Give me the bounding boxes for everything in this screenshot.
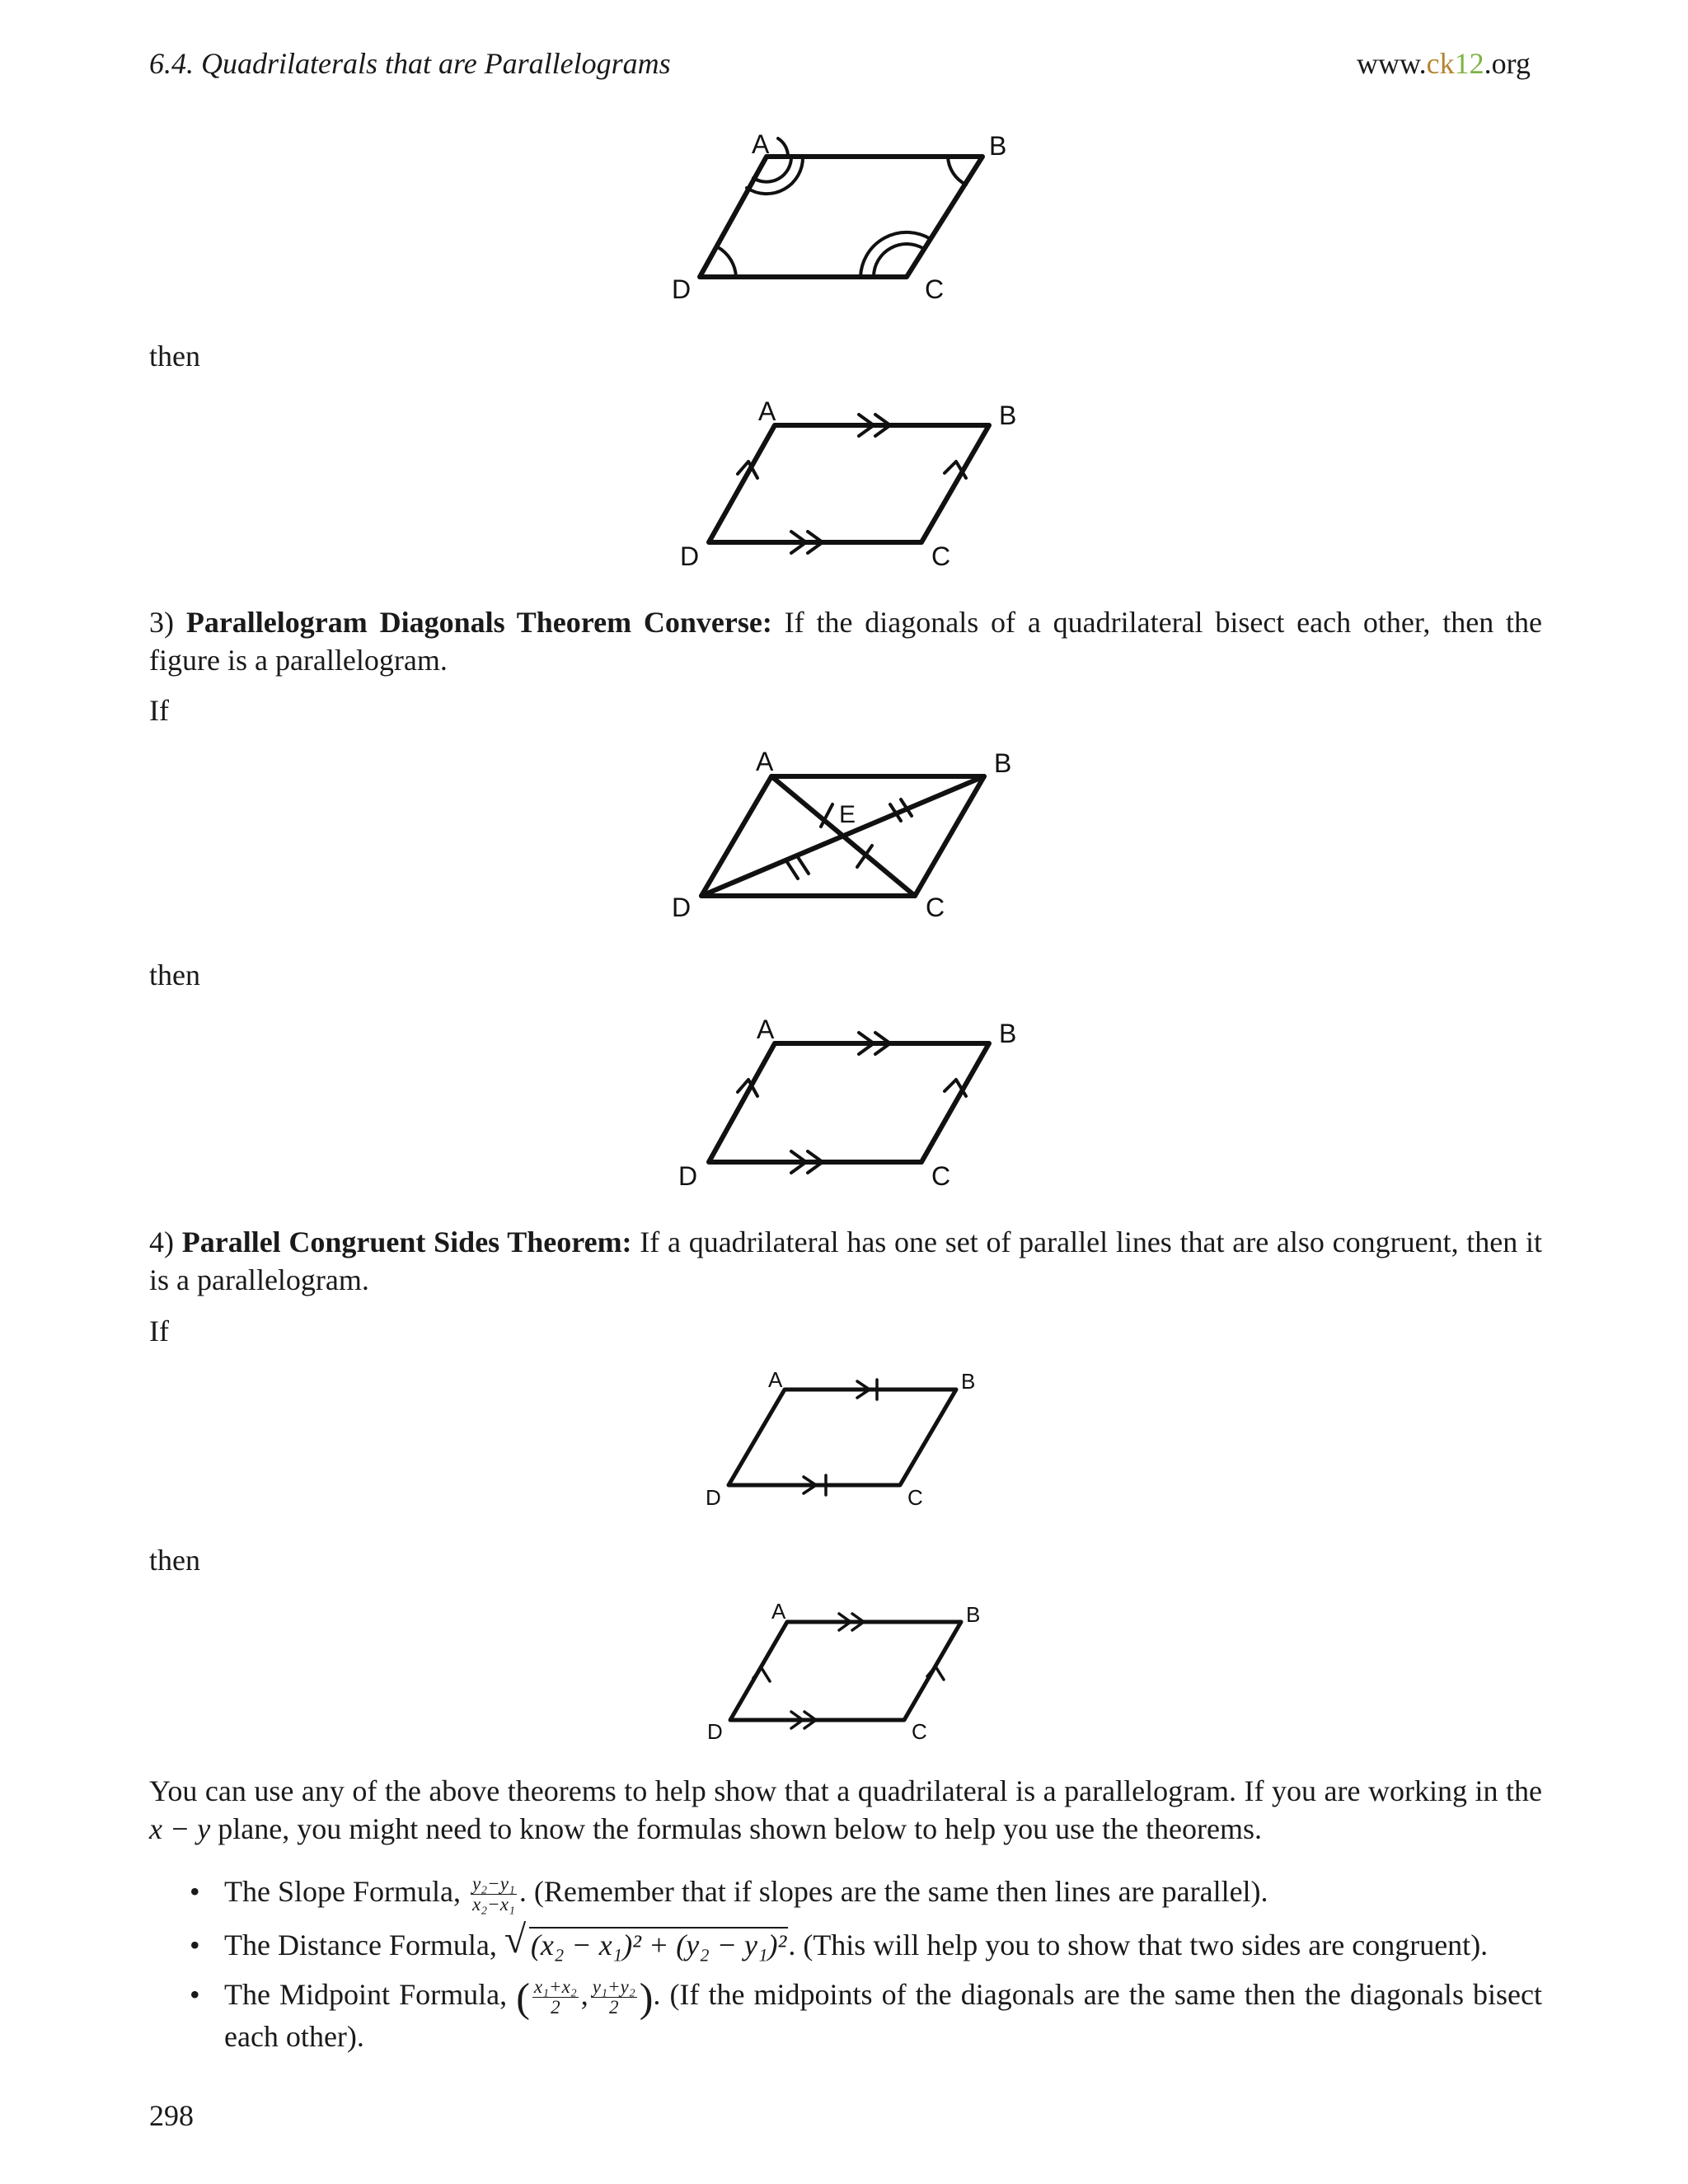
- intro-text-b: plane, you might need to know the formulas shown below to help you use the theorems.: [210, 1812, 1263, 1845]
- word-if-4: If: [149, 1315, 169, 1347]
- midpoint-x-numerator: x₁+x₂: [533, 1976, 577, 1998]
- vertex-label-d: D: [672, 274, 692, 304]
- list-item-distance-formula: [190, 1918, 1542, 1964]
- theorem-3-paragraph: [149, 603, 1542, 679]
- slope-fraction: [471, 1874, 517, 1915]
- slope-formula-note: . (Remember that if slopes are the same then lines are parallel).: [518, 1875, 1268, 1908]
- midpoint-x-fraction: [532, 1977, 579, 2018]
- word-then-1: then: [149, 340, 200, 373]
- theorem-4-number: 4): [149, 1226, 174, 1258]
- midpoint-y-fraction: [591, 1977, 637, 2018]
- formula-list: [190, 1872, 1542, 2067]
- midpoint-formula-label: The Midpoint Formula,: [224, 1978, 517, 2012]
- distance-formula-label: The Distance Formula,: [224, 1929, 504, 1962]
- intro-math-xy: x − y: [149, 1812, 211, 1845]
- slope-numerator: y₂−y₁: [471, 1873, 515, 1895]
- figure-parallel-sides-3: [0, 1595, 1688, 1760]
- vertex-label-c: C: [912, 1719, 927, 1744]
- open-paren-icon: (: [516, 1974, 530, 2021]
- vertex-label-d: D: [707, 1719, 723, 1744]
- word-if-3: If: [149, 694, 169, 727]
- figure-parallel-congruent-sides: [0, 1360, 1688, 1525]
- vertex-label-d: D: [706, 1485, 721, 1510]
- vertex-label-c: C: [907, 1485, 923, 1510]
- vertex-label-a: A: [758, 396, 776, 426]
- midpoint-y-denominator: 2: [609, 1997, 619, 2018]
- vertex-label-c: C: [931, 541, 951, 571]
- theorem-3-text: If the diagonals of a quadrilateral bisect each other, then the figure is a parallelogram.: [149, 606, 1543, 677]
- midpoint-formula-note: . (If the midpoints of the diagonals are the same then the diagonals bisect each other).: [224, 1978, 1542, 2054]
- vertex-label-a: A: [757, 1015, 775, 1044]
- vertex-label-d: D: [678, 1161, 698, 1191]
- vertex-label-c: C: [926, 893, 945, 922]
- vertex-label-d: D: [680, 541, 700, 571]
- vertex-label-b: B: [961, 1369, 976, 1394]
- vertex-label-c: C: [925, 274, 945, 304]
- vertex-label-a: A: [768, 1367, 783, 1392]
- site-ck: ck: [1426, 47, 1455, 80]
- running-header-section-title: 6.4. Quadrilaterals that are Parallelograms: [149, 47, 671, 80]
- vertex-label-b: B: [999, 1019, 1017, 1048]
- theorem-4-paragraph: [149, 1223, 1542, 1299]
- intersection-label-e: E: [839, 801, 856, 828]
- vertex-label-b: B: [999, 401, 1017, 430]
- vertex-label-b: B: [994, 748, 1012, 778]
- distance-radical: [504, 1918, 788, 1964]
- theorem-4-name: Parallel Congruent Sides Theorem:: [181, 1226, 632, 1258]
- page-number: 298: [149, 2099, 194, 2132]
- list-item-slope-formula: [190, 1872, 1542, 1915]
- close-paren-icon: ): [639, 1974, 654, 2021]
- site-prefix: www.: [1357, 47, 1427, 80]
- figure-bisecting-diagonals: [0, 742, 1688, 940]
- slope-denominator: x₂−x₁: [471, 1894, 515, 1915]
- vertex-label-a: A: [756, 747, 774, 776]
- vertex-label-a: A: [771, 1599, 786, 1624]
- word-then-3: then: [149, 958, 200, 991]
- distance-formula-note: . (This will help you to show that two sides are congruent).: [788, 1929, 1489, 1962]
- site-12: 12: [1454, 47, 1484, 80]
- theorem-3-number: 3): [149, 606, 174, 639]
- intro-text-a: You can use any of the above theorems to help show that a quadrilateral is a parallelogram. If you are working in the: [149, 1774, 1542, 1807]
- vertex-label-b: B: [966, 1602, 981, 1627]
- slope-formula-label: The Slope Formula,: [224, 1875, 468, 1908]
- theorem-3-name: Parallelogram Diagonals Theorem Converse:: [185, 606, 772, 639]
- vertex-label-b: B: [989, 131, 1007, 161]
- formulas-intro-paragraph: [149, 1772, 1542, 1848]
- vertex-label-d: D: [672, 893, 692, 922]
- theorem-4-text: If a quadrilateral has one set of parallel lines that are also congruent, then it is a parallelogram.: [149, 1226, 1543, 1296]
- midpoint-x-denominator: 2: [551, 1997, 560, 2018]
- midpoint-y-numerator: y₁+y₂: [592, 1976, 635, 1998]
- figure-parallel-sides-2: [0, 1005, 1688, 1203]
- figure-parallel-sides-1: [0, 387, 1688, 577]
- radical-sign-icon: √: [504, 1918, 527, 1962]
- word-then-4: then: [149, 1544, 200, 1577]
- vertex-label-c: C: [931, 1161, 951, 1191]
- list-item-midpoint-formula: • The Midpoint Formula, ( $\frac{\text{x₁+x₂}}{2}$ , $\frac{\text{y₁+y₂}}{2}$ ). (If the midpoints of the diagonals are the same then the diagonals bisect each other).: [190, 1975, 1542, 2055]
- vertex-label-a: A: [752, 129, 770, 159]
- distance-expression: (x₂ − x₁)² + (y₂ − y₁)²: [530, 1929, 787, 1962]
- figure-opposite-angles: [0, 0, 1688, 330]
- site-suffix: .org: [1484, 47, 1531, 80]
